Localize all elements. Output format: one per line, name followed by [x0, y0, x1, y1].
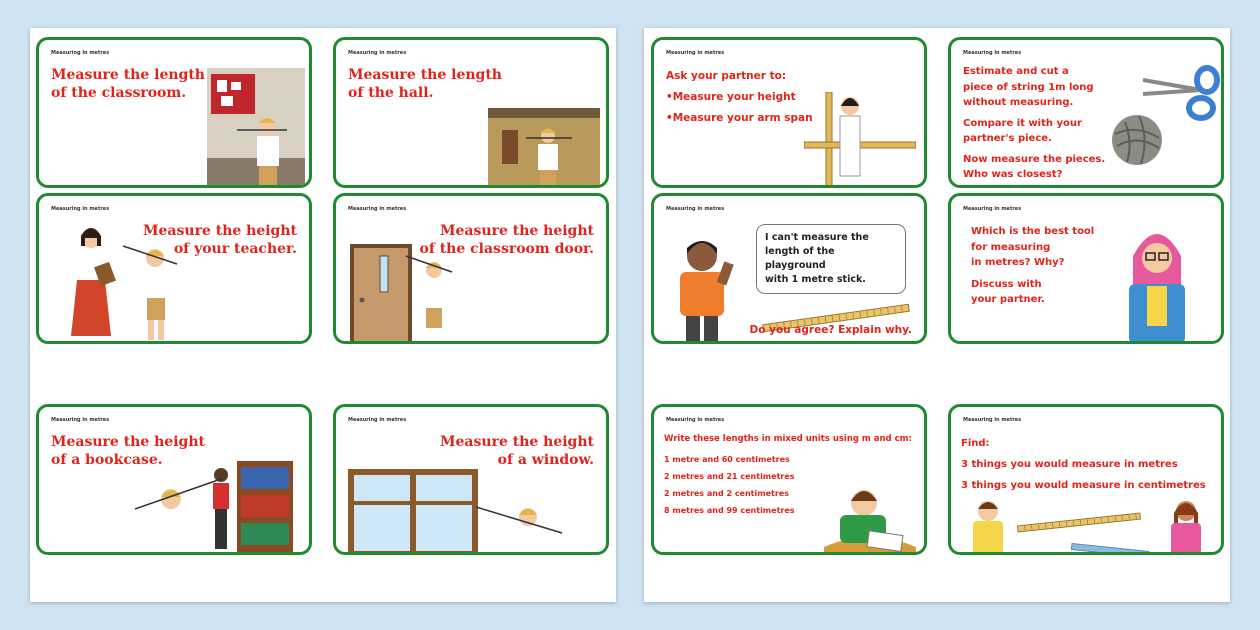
ruler-icon	[1071, 543, 1149, 555]
card-header-label: Measuring in metres	[963, 50, 1022, 56]
girl-with-measuring-stick-illustration	[804, 92, 916, 188]
metre-stick	[1017, 513, 1141, 533]
card-header-label: Measuring in metres	[51, 50, 110, 56]
card-find-things	[948, 404, 1224, 555]
card-header-label: Measuring in metres	[963, 206, 1022, 212]
classroom-boy-illustration	[207, 68, 305, 188]
bookcase-and-children-illustration	[125, 459, 297, 555]
card-text: Measure the height of the classroom door.	[419, 223, 594, 257]
boy-thinking-illustration	[965, 499, 1011, 555]
card-header-label: Measuring in metres	[51, 206, 110, 212]
card-text: Measure the length of the classroom.	[51, 67, 205, 101]
card-playground-question	[651, 193, 927, 344]
lengths-list	[664, 451, 795, 519]
teacher-and-boy-illustration	[53, 224, 193, 344]
boy-thinking-illustration	[664, 236, 754, 344]
list-item: 2 metres and 2 centimetres	[664, 489, 789, 498]
card-question: Do you agree? Explain why.	[749, 324, 912, 336]
girl-thinking-illustration	[1161, 499, 1211, 555]
card-measure-teacher-height	[36, 193, 312, 344]
card-header-label: Measuring in metres	[666, 206, 725, 212]
card-header-label: Measuring in metres	[348, 206, 407, 212]
list-item: 2 metres and 21 centimetres	[664, 472, 795, 481]
card-text: Estimate and cut a piece of string 1m long without measuring. Compare it with your partner's piece. Now measure the pieces. Who was closest?	[963, 66, 1106, 180]
card-measure-bookcase-height	[36, 404, 312, 555]
card-text: Ask your partner to: •Measure your height •Measure your arm span	[666, 70, 813, 124]
boy-writing-illustration	[824, 487, 916, 555]
card-header-label: Measuring in metres	[963, 417, 1022, 423]
card-estimate-string	[948, 37, 1224, 188]
card-text: Measure the height of your teacher.	[143, 223, 297, 257]
card-header-label: Measuring in metres	[666, 50, 725, 56]
card-measure-hall-length	[333, 37, 609, 188]
card-measure-door-height	[333, 193, 609, 344]
card-header-label: Measuring in metres	[348, 417, 407, 423]
card-text: Measure the height of a window.	[440, 434, 594, 468]
card-header-label: Measuring in metres	[348, 50, 407, 56]
card-best-tool	[948, 193, 1224, 344]
card-measure-window-height	[333, 404, 609, 555]
card-measure-classroom-length	[36, 37, 312, 188]
card-title: Write these lengths in mixed units using m and cm:	[664, 434, 912, 444]
speech-bubble: I can't measure the length of the playground with 1 metre stick.	[756, 224, 906, 294]
card-mixed-units	[651, 404, 927, 555]
list-item: 8 metres and 99 centimetres	[664, 506, 795, 515]
hall-boy-illustration	[488, 108, 600, 188]
card-header-label: Measuring in metres	[666, 417, 725, 423]
card-text: Which is the best tool for measuring in metres? Why? Discuss with your partner.	[971, 226, 1095, 305]
card-text: Measure the length of the hall.	[348, 67, 502, 101]
list-item: 1 metre and 60 centimetres	[664, 455, 790, 464]
card-text: Find: 3 things you would measure in metres 3 things you would measure in centimetres	[961, 438, 1206, 491]
card-header-label: Measuring in metres	[51, 417, 110, 423]
girl-in-hijab-illustration	[1119, 226, 1195, 344]
window-and-boy-illustration	[348, 467, 572, 555]
door-and-boy-illustration	[350, 244, 460, 344]
card-partner-measure	[651, 37, 927, 188]
card-text: Measure the height of a bookcase.	[51, 434, 205, 468]
ball-of-string-icon	[1109, 112, 1165, 168]
